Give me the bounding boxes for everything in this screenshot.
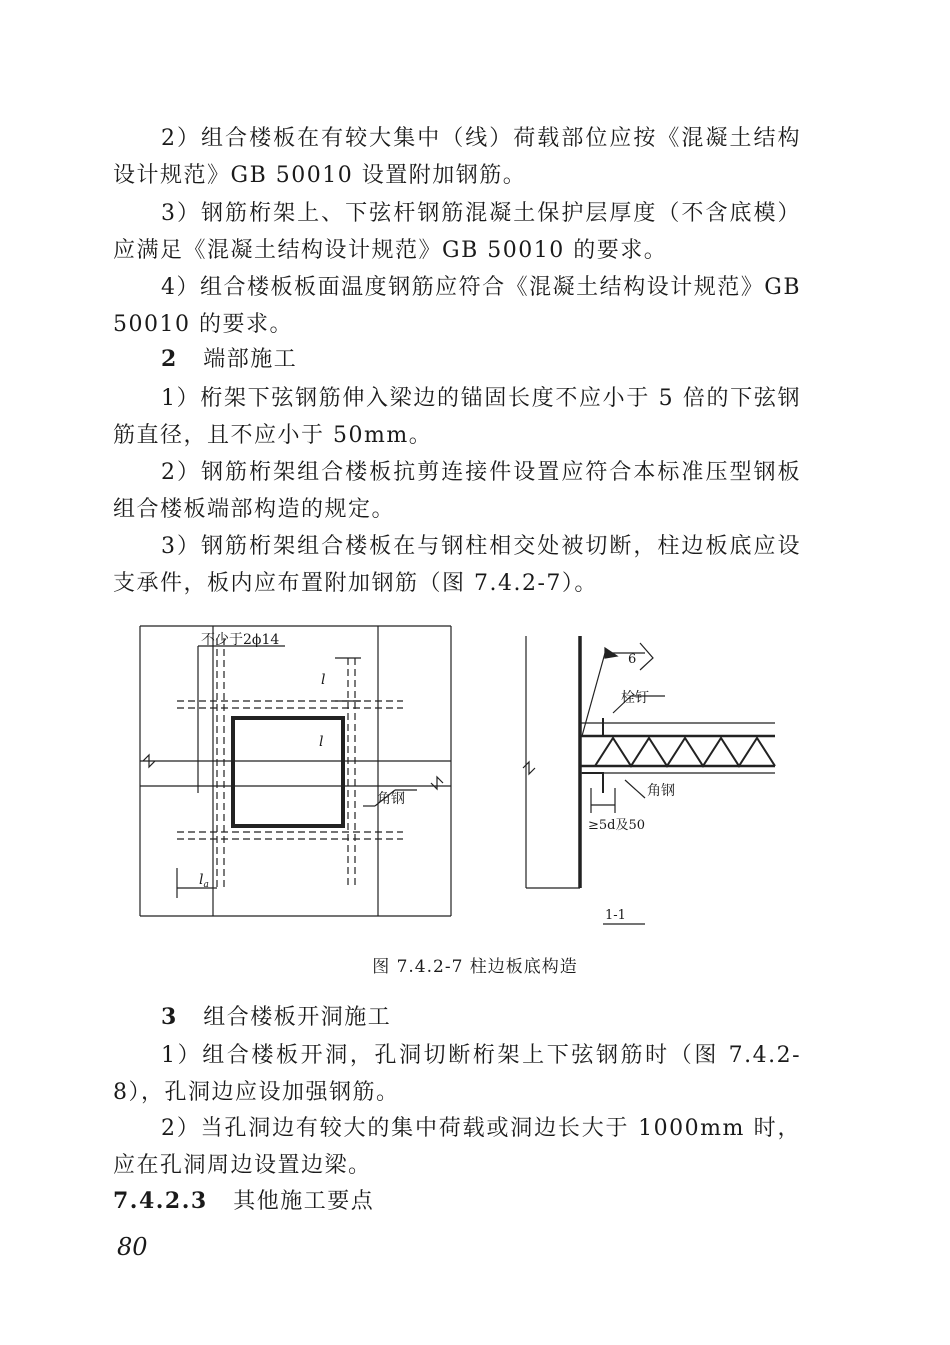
paragraph-additional-rebar: 2）组合楼板在有较大集中（线）荷载部位应按《混凝土结构设计规范》GB 50010 设置附加钢筋。 — [113, 126, 801, 188]
paragraph-anchorage-length: 1）桁架下弦钢筋伸入梁边的锚固长度不应小于 5 倍的下弦钢筋直径，且不应小于 50mm。 — [113, 386, 801, 448]
steel-column — [233, 718, 343, 826]
heading-title: 组合楼板开洞施工 — [203, 1005, 392, 1030]
label-min-rebar: 不少于2ϕ14 — [201, 632, 280, 648]
paragraph-temperature-rebar: 4）组合楼板板面温度钢筋应符合《混凝土结构设计规范》GB 50010 的要求。 — [113, 275, 801, 337]
heading-number: 7.4.2.3 — [113, 1188, 208, 1214]
paragraph-cover-thickness: 3）钢筋桁架上、下弦杆钢筋混凝土保护层厚度（不含底模）应满足《混凝土结构设计规范》GB 50010 的要求。 — [113, 201, 801, 263]
label-length-l-top: l — [321, 672, 326, 688]
label-anchorage: ≥5d及50 — [588, 818, 646, 833]
heading-other-points — [113, 1183, 801, 1220]
paragraph-opening-rebar: 1）组合楼板开洞，孔洞切断桁架上下弦钢筋时（图 7.4.2-8），孔洞边应设加强钢筋。 — [113, 1043, 801, 1105]
heading-title: 其他施工要点 — [233, 1189, 375, 1214]
heading-number: 2 — [161, 346, 178, 372]
page-number: 80 — [117, 1233, 148, 1261]
paragraph-column-support: 3）钢筋桁架组合楼板在与钢柱相交处被切断，柱边板底应设支承件，板内应布置附加钢筋（图 7.4.2-7）。 — [113, 534, 801, 596]
heading-end-construction — [113, 341, 801, 378]
figure-caption: 图 7.4.2-7 柱边板底构造 — [372, 957, 578, 977]
label-weld-size: 6 — [628, 652, 637, 667]
column-edge-slab-detail-figure — [135, 618, 815, 933]
label-length-la: $l_a$ — [199, 872, 209, 890]
label-length-l-side: l — [319, 734, 324, 750]
label-stud: 栓钉 — [621, 690, 649, 706]
label-angle-steel: 角钢 — [377, 791, 405, 807]
heading-opening-construction — [113, 999, 801, 1036]
label-section: 1-1 — [605, 908, 626, 923]
heading-title: 端部施工 — [203, 347, 298, 372]
label-angle-steel-section: 角钢 — [647, 783, 675, 799]
paragraph-edge-beam: 2）当孔洞边有较大的集中荷载或洞边长大于 1000mm 时，应在孔洞周边设置边梁。 — [113, 1116, 801, 1178]
paragraph-shear-connector: 2）钢筋桁架组合楼板抗剪连接件设置应符合本标准压型钢板组合楼板端部构造的规定。 — [113, 460, 801, 522]
heading-number: 3 — [161, 1004, 178, 1030]
